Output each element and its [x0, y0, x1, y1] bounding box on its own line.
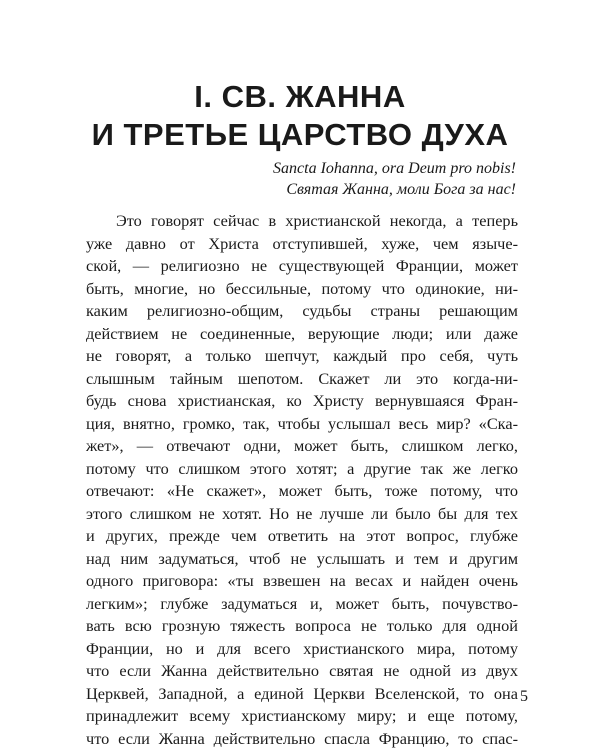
body-line: отвечают: «Не скажет», может быть, тоже потому, что: [86, 481, 518, 500]
body-line: легким»; глубже задуматься и, может быть, почувство-: [86, 593, 518, 613]
body-line: не говорят, а только шепчут, каждый про себя, чуть: [86, 346, 518, 365]
body-line: ской, — религиозно не существующей Франции, может: [86, 256, 518, 275]
chapter-title-line-2: И ТРЕТЬЕ ЦАРСТВО ДУХА: [91, 117, 509, 152]
body-line: Франции, но и для всего христианского мира, потому: [86, 638, 518, 658]
body-line: этого слишком не хотят. Но не лучше ли было бы для тех: [86, 503, 518, 523]
epigraph: [273, 158, 516, 200]
body-line: слышным тайным шепотом. Скажет ли это когда-ни-: [86, 368, 518, 388]
body-line: вать всю грозную тяжесть вопроса не только для одной: [86, 616, 518, 635]
epigraph-latin: Sancta Iohanna, ora Deum pro nobis!: [273, 160, 516, 177]
body-line: потому что слишком этого хотят; а другие так же легко: [86, 458, 518, 478]
body-line: ция, внятно, громко, так, чтобы услышал весь мир? «Ска-: [86, 413, 518, 433]
page-number: 5: [520, 688, 528, 705]
body-line: Церквей, Западной, а единой Церкви Вселенской, то она: [86, 683, 518, 703]
body-line: что если Жанна действительно святая не одной из двух: [86, 661, 518, 680]
body-line: будь снова христианская, ко Христу вернувшаяся Фран-: [86, 391, 518, 410]
body-line: над ним задуматься, чтоб не услышать и тем и другим: [86, 548, 518, 568]
body-line: жет», — отвечают одни, может быть, слишком легко,: [86, 436, 518, 455]
body-line: действием не соединенные, верующие люди; или даже: [86, 323, 518, 343]
body-line: одного приговора: «ты взвешен на весах и найден очень: [86, 571, 518, 590]
body-line: уже давно от Христа отступившей, хуже, чем языче-: [86, 233, 518, 253]
body-line: быть, многие, но бессильные, потому что одинокие, ни-: [86, 278, 518, 298]
epigraph-russian: Святая Жанна, моли Бога за нас!: [286, 181, 516, 198]
body-line: что если Жанна действительно спасла Францию, то спас-: [86, 728, 518, 748]
chapter-title: [60, 78, 540, 154]
body-line: и других, прежде чем ответить на этот вопрос, глубже: [86, 526, 518, 545]
body-line: принадлежит всему христианскому миру; и еще потому,: [86, 706, 518, 725]
body-paragraph: [86, 210, 518, 750]
body-line: Это говорят сейчас в христианской некогда, а теперь: [116, 211, 518, 230]
chapter-title-line-1: I. СВ. ЖАННА: [194, 79, 406, 114]
body-line: каким религиозно-общим, судьбы страны решающим: [86, 301, 518, 320]
